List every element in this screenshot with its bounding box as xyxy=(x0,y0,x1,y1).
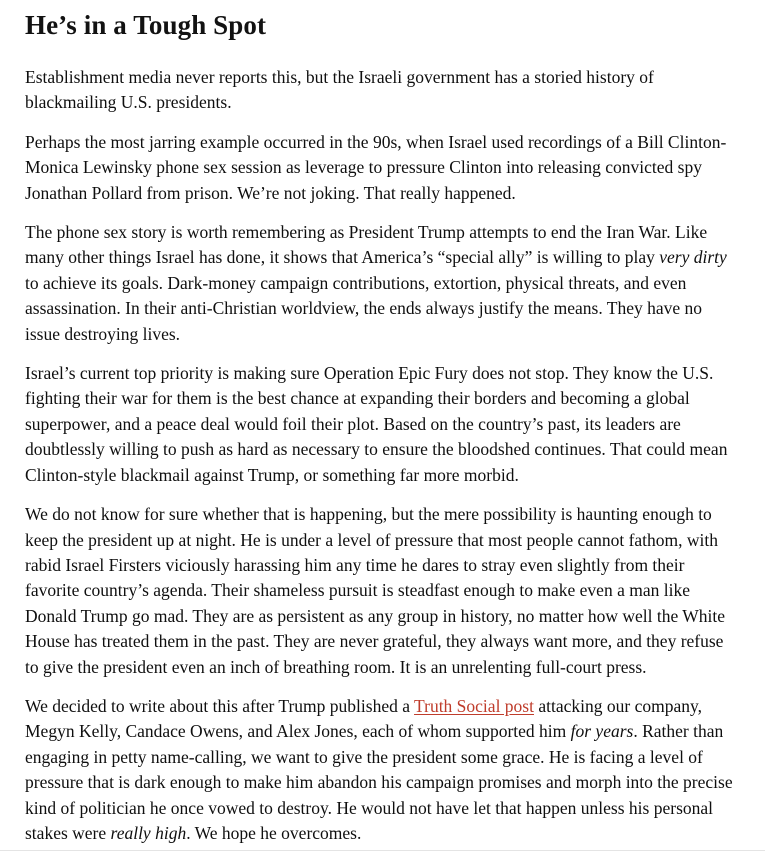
paragraph-2 xyxy=(25,130,741,206)
page-title: He’s in a Tough Spot xyxy=(25,10,267,40)
paragraph-3-text: The phone sex story is worth remembering as President Trump attempts to end the Iran War. Like many other things Israel has done, it shows that America’s “special ally” is willing to play xyxy=(25,222,708,268)
italic-for-years: for years xyxy=(570,721,634,742)
paragraph-2-text: Perhaps the most jarring example occurred in the 90s, when Israel used recordings of a Bill Clinton-Monica Lewinsky phone sex session as leverage to pressure Clinton into releasing convicted spy Jonathan Pollard from prison. We’re not joking. That really happened. xyxy=(25,131,727,203)
paragraph-4-text: Israel’s current top priority is making sure Operation Epic Fury does not stop. They know the U.S. fighting their war for them is the best chance at expanding their borders and becoming a global superpower, and a peace deal would foil their plot. Based on the country’s past, its leaders are doubtlessly willing to push as hard as necessary to ensure the bloodshed continues. That could mean Clinton-style blackmail against Trump, or something far more morbid. xyxy=(25,363,728,485)
italic-really-high: really high xyxy=(110,822,187,843)
paragraph-3 xyxy=(25,220,741,347)
paragraph-3-text-cont: to achieve its goals. Dark-money campaign contributions, extortion, physical threats, and even assassination. In their anti-Christian worldview, the ends always justify the means. They have no issue destroying lives. xyxy=(25,272,703,344)
paragraph-5-text: We do not know for sure whether that is happening, but the mere possibility is haunting enough to keep the president up at night. He is under a level of pressure that most people cannot fathom, with rabid Israel Firsters viciously harassing him any time he dares to stray even slightly from their favorite country’s agenda. Their shameless pursuit is steadfast enough to make even a man like Donald Trump go mad. They are as persistent as any group in history, no matter how well the White House has treated them in the past. They are never grateful, they always want more, and they refuse to give the president even an inch of breathing room. It is an unrelenting full-court press. xyxy=(25,504,726,677)
italic-very-dirty: very dirty xyxy=(659,247,727,268)
paragraph-4 xyxy=(25,361,741,488)
paragraph-6-text-cont-3: . We hope he overcomes. xyxy=(186,822,362,843)
paragraph-5 xyxy=(25,502,741,680)
paragraph-6-text-cont-1: attacking our company, Megyn Kelly, Candace Owens, and Alex Jones, each of whom supported him xyxy=(25,695,702,742)
paragraph-6 xyxy=(25,694,741,846)
paragraph-6-text-cont-2: . Rather than engaging in petty name-calling, we want to give the president some grace. He is facing a level of pressure that is dark enough to make him abandon his campaign promises and morph into the precise kind of politician he once vowed to destroy. He would not have let that happen unless his personal stakes were xyxy=(25,721,733,843)
truth-social-post-link[interactable]: Truth Social post xyxy=(414,695,534,716)
paragraph-1-text: Establishment media never reports this, but the Israeli government has a storied history of blackmailing U.S. presidents. xyxy=(25,67,654,113)
paragraph-6-text: We decided to write about this after Trump published a xyxy=(25,695,415,716)
paragraph-1 xyxy=(25,65,741,116)
